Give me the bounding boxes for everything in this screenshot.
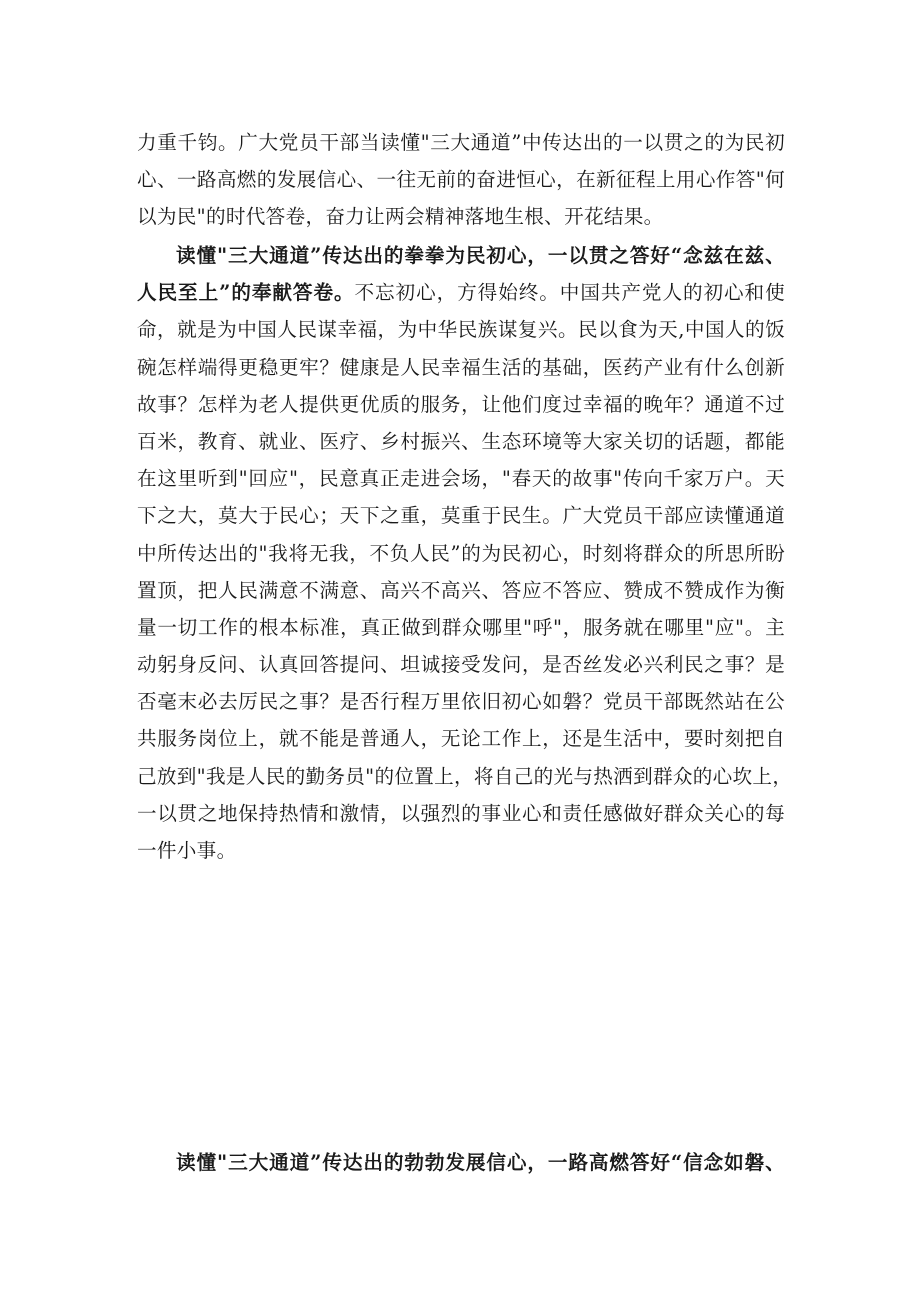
paragraph-line: 中所传达出的"我将无我，不负人民”的为民初心，时刻将群众的所思所盼 [137, 541, 785, 565]
paragraph-line: 一以贯之地保持热情和激情，以强烈的事业心和责任感做好群众关心的每 [137, 801, 785, 825]
paragraph-line: 命，就是为中国人民谋幸福，为中华民族谋复兴。民以食为天,中国人的饭 [137, 318, 785, 342]
section-heading-continued: 人民至上”的奉献答卷。 [137, 281, 355, 305]
paragraph-line: 下之大，莫大于民心；天下之重，莫重于民生。广大党员干部应读懂通道 [137, 504, 785, 528]
paragraph-line: 否毫末必去厉民之事？是否行程万里依旧初心如磐？党员干部既然站在公 [137, 690, 785, 714]
paragraph-line: 在这里听到"回应"，民意真正走进会场，"春天的故事"传向千家万户。天 [137, 467, 785, 491]
paragraph-line: 量一切工作的根本标准，真正做到群众哪里"呼"，服务就在哪里"应"。主 [137, 615, 785, 639]
paragraph-1 [137, 124, 785, 236]
section-heading: 读懂"三大通道”传达出的拳拳为民初心，一以贯之答好“念兹在兹、 [176, 244, 785, 267]
paragraph-line: 共服务岗位上，就不能是普通人，无论工作上，还是生活中，要时刻把自 [137, 727, 785, 751]
paragraph-line: 己放到"我是人民的勤务员"的位置上，将自己的光与热洒到群众的心坎上， [137, 764, 793, 788]
paragraph-line: 动躬身反问、认真回答提问、坦诚接受发问，是否丝发必兴利民之事？是 [137, 653, 785, 677]
paragraph-text: 不忘初心，方得始终。中国共产党人的初心和使 [354, 281, 785, 305]
paragraph-line: 心、一路高燃的发展信心、一往无前的奋进恒心，在新征程上用心作答"何 [137, 168, 785, 192]
paragraph-2 [137, 237, 793, 869]
paragraph-line: 置顶，把人民满意不满意、高兴不高兴、答应不答应、赞成不赞成作为衡 [137, 578, 785, 602]
section-heading: 读懂"三大通道”传达出的勃勃发展信心，一路高燃答好“信念如磐、 [176, 1151, 785, 1174]
paragraph-line [137, 274, 785, 311]
paragraph-line: 百米，教育、就业、医疗、乡村振兴、生态环境等大家关切的话题，都能 [137, 429, 785, 453]
paragraph-line: 以为民"的时代答卷，奋力让两会精神落地生根、开花结果。 [137, 205, 664, 229]
paragraph-line: 一件小事。 [137, 839, 237, 862]
paragraph-line: 故事？怎样为老人提供更优质的服务，让他们度过幸福的晚年？通道不过 [137, 392, 785, 416]
paragraph-line: 碗怎样端得更稳更牢？健康是人民幸福生活的基础，医药产业有什么创新 [137, 355, 785, 379]
paragraph-3 [137, 1144, 785, 1181]
paragraph-line: 力重千钧。广大党员干部当读懂"三大通道”中传达出的一以贯之的为民初 [137, 131, 785, 154]
